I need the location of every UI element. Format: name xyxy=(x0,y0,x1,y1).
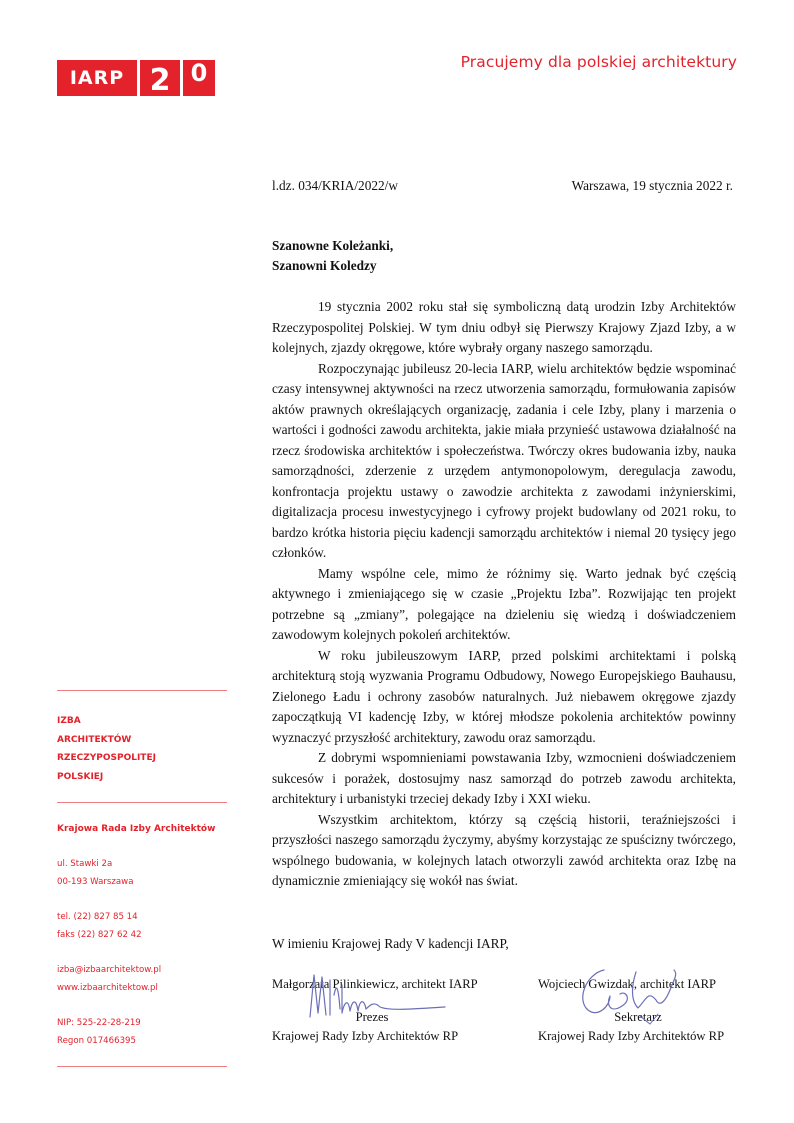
paragraph: W roku jubileuszowym IARP, przed polskimi architektami i polską architekturą stoją wyzwania Programu Odbudowy, Nowego Europejskiego Bauhausu, Zielonego Ładu i ochrony zasobów naturalnych. Już niebawem okręgowe zjazdy zapoczątkują VI kadencję Izby, w której młodsze pokolenia architektów powinny wyznaczyć przyszłość architektury, zawodu oraz samorządu. xyxy=(272,647,736,745)
phone-number: tel. (22) 827 85 14 xyxy=(57,912,138,922)
tagline: Pracujemy dla polskiej architektury xyxy=(460,53,737,71)
place-date: Warszawa, 19 stycznia 2022 r. xyxy=(571,178,733,193)
sidebar-divider xyxy=(57,690,227,691)
paragraph: Rozpoczynając jubileusz 20-lecia IARP, wielu architektów będzie wspominać czasy intensywnej aktywności na rzecz utworzenia samorządu, formułowania zapisów aktów prawnych określających organizację, zadania i cele Izby, plany i marzenia o wartości i godności zawodu architekta, jakie miała przynieść ustawowa działalność na rzecz środowiska architektów i społeczeństwa. Twórczy okres budowania izby, nauka samorządności, zderzenie z urzędem antymonopolowym, deregulacja zawodu, konfrontacja projektu ustawy o zawodzie architekta z zawodami inżynierskimi, digitalizacja procesu inwestycyjnego i cyfrowy projekt budowlany od 2021 roku, to bardzo krótka historia pięciu kadencji samorządu architektów i niemal 20 tysięcy jego członków. xyxy=(272,360,736,560)
salutation-line: Szanowne Koleżanki, xyxy=(272,238,394,253)
logo-digit-0: 0 xyxy=(183,60,215,96)
address-line: ul. Stawki 2a xyxy=(57,859,113,869)
signatory-name: Małgorzata Pilinkiewicz, architekt IARP xyxy=(272,977,478,991)
signatory-body: Krajowej Rady Izby Architektów RP xyxy=(538,1029,725,1043)
nip-number: NIP: 525-22-28-219 xyxy=(57,1018,141,1028)
web-block xyxy=(57,961,161,997)
paragraph: Mamy wspólne cele, mimo że różnimy się. Warto jednak być częścią aktywnego i zmieniającego się w czasie „Projektu Izba”. Rozwijając ten projekt potrzebne są „zmiany”, polegające na dzieleniu się wiedzą i doświadczeniem zawodowym kolejnych pokoleń architektów. xyxy=(272,565,736,642)
address-line: 00-193 Warszawa xyxy=(57,877,134,887)
signatory-role: Prezes xyxy=(355,1010,389,1024)
fax-number: faks (22) 827 62 42 xyxy=(57,930,142,940)
org-name-line: RZECZYPOSPOLITEJ xyxy=(57,753,156,763)
paragraph: Wszystkim architektom, którzy są częścią historii, teraźniejszości i przyszłości naszego samorządu życzymy, abyśmy korzystając ze spuścizny twórczego, wspólnego budowania, w kolejnych latach otworzyli zawód architekta oraz Izbę na dynamicznie zmieniający się wokół nas świat. xyxy=(272,811,736,888)
signatory-name: Wojciech Gwizdak, architekt IARP xyxy=(538,977,717,991)
sidebar-divider xyxy=(57,1066,227,1067)
signatory-role: Sekretarz xyxy=(614,1010,662,1024)
reference-row xyxy=(272,178,733,194)
reference-number: l.dz. 034/KRIA/2022/w xyxy=(272,178,398,193)
address-block xyxy=(57,855,133,891)
sidebar-divider xyxy=(57,802,227,803)
org-name-line: ARCHITEKTÓW xyxy=(57,734,132,745)
paragraph: 19 stycznia 2002 roku stał się symboliczną datą urodzin Izby Architektów Rzeczypospolitej Polskiej. W tym dniu odbył się Pierwszy Krajowy Zjazd Izby, a w kolejnych, zjazdy okręgowe, które wybrały organy naszego samorządu. xyxy=(272,299,736,355)
logo-iarp-block: IARP xyxy=(57,60,137,96)
signatory-block-president xyxy=(272,975,478,1046)
salutation xyxy=(272,236,393,276)
phone-block xyxy=(57,908,142,944)
email-link[interactable]: izba@izbaarchitektow.pl xyxy=(57,965,162,975)
paragraph: Z dobrymi wspomnieniami powstawania Izby, wzmocnieni doświadczeniem sukcesów i porażek, dostosujmy nasz samorząd do potrzeb zawodu architekta, architektury i urbanistyki trzeciej dekady Izby i XXI wieku. xyxy=(272,750,736,806)
website-link[interactable]: www.izbaarchitektow.pl xyxy=(57,983,158,993)
iarp-20-logo xyxy=(57,60,215,96)
salutation-line: Szanowni Koledzy xyxy=(272,258,377,273)
council-name: Krajowa Rada Izby Architektów xyxy=(57,824,216,834)
signatory-body: Krajowej Rady Izby Architektów RP xyxy=(272,1029,459,1043)
regon-number: Regon 017466395 xyxy=(57,1036,136,1046)
org-name-line: POLSKIEJ xyxy=(57,771,104,782)
signatory-block-secretary xyxy=(538,975,738,1046)
org-name-line: IZBA xyxy=(57,716,81,726)
company-ids xyxy=(57,1014,141,1050)
closing-line: W imieniu Krajowej Rady V kadencji IARP, xyxy=(272,936,509,951)
organization-name xyxy=(57,712,156,786)
letter-body xyxy=(272,297,736,892)
logo-digit-2: 2 xyxy=(140,60,180,96)
